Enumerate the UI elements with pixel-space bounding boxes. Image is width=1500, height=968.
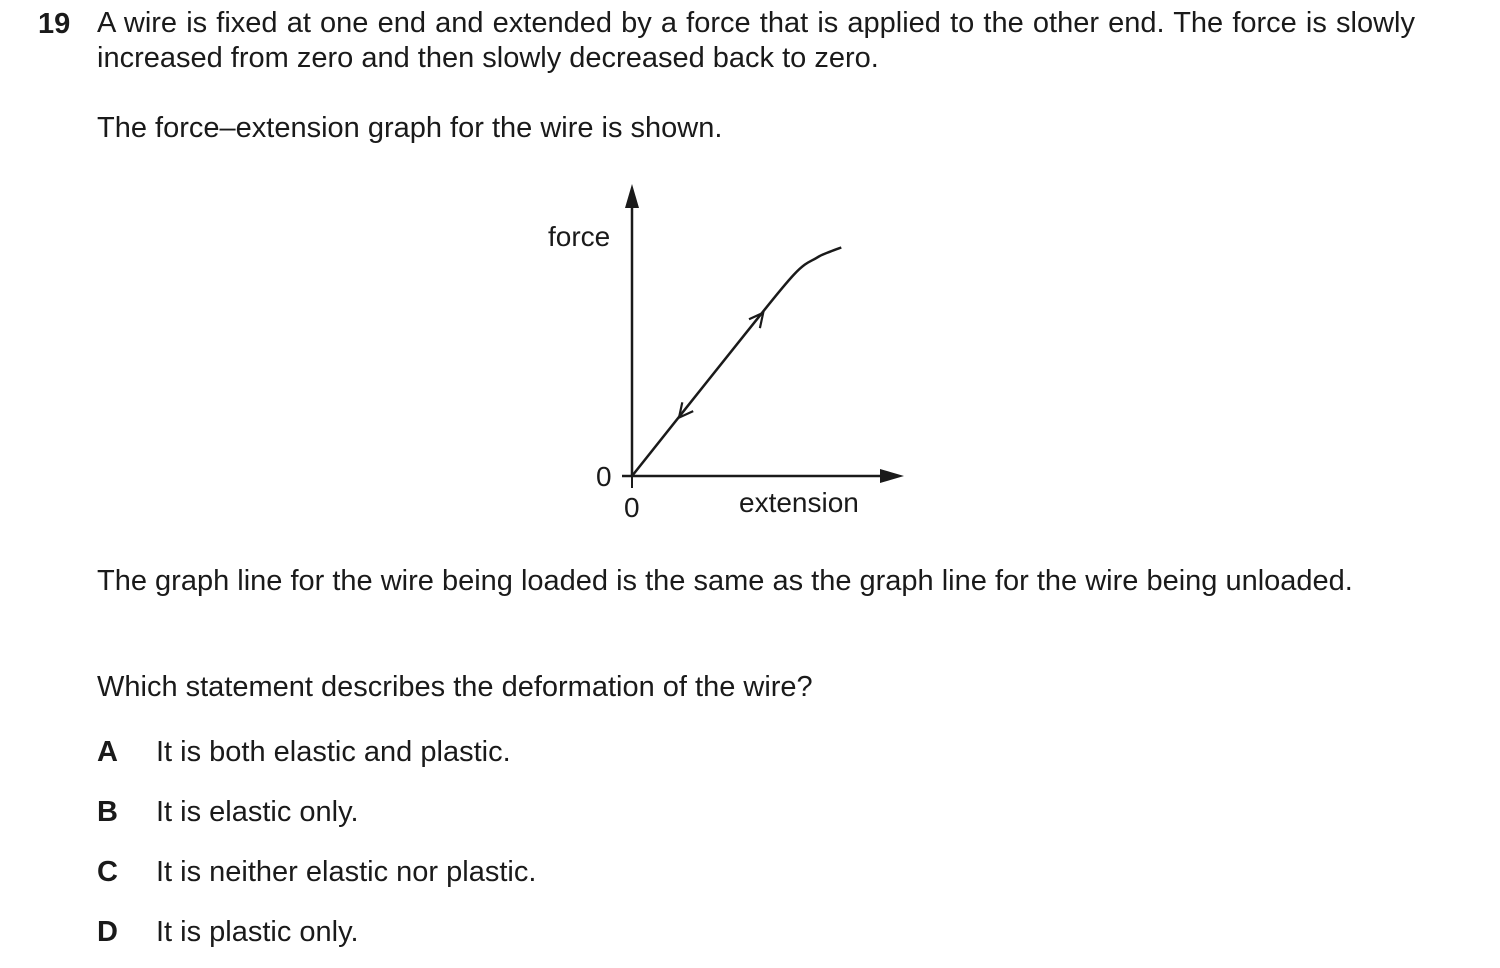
graph-caption: The force–extension graph for the wire is shown.: [97, 112, 723, 144]
y-origin-tick-label: 0: [596, 461, 612, 492]
force-extension-graph: [530, 170, 930, 530]
y-axis-label: force: [548, 221, 611, 252]
observation-text: The graph line for the wire being loaded is the same as the graph line for the wire being unloaded.: [97, 565, 1353, 597]
question-number: 19: [38, 8, 71, 40]
y-axis-arrowhead: [625, 184, 639, 208]
option-letter: D: [97, 916, 118, 948]
x-axis-arrowhead: [880, 469, 904, 483]
option-text: It is plastic only.: [156, 916, 359, 948]
option-text: It is elastic only.: [156, 796, 359, 828]
option-letter: B: [97, 796, 118, 828]
question-prompt: Which statement describes the deformation of the wire?: [97, 671, 813, 703]
load-unload-curve: [632, 248, 841, 477]
option-text: It is both elastic and plastic.: [156, 736, 511, 768]
option-letter: A: [97, 736, 118, 768]
curve-layer: [632, 248, 841, 477]
option-text: It is neither elastic nor plastic.: [156, 856, 537, 888]
option-letter: C: [97, 856, 118, 888]
x-axis-label: extension: [739, 487, 859, 518]
x-origin-tick-label: 0: [624, 492, 640, 523]
question-intro: A wire is fixed at one end and extended by a force that is applied to the other end. The force is slowly increased from zero and then slowly decreased back to zero.: [97, 7, 1415, 74]
